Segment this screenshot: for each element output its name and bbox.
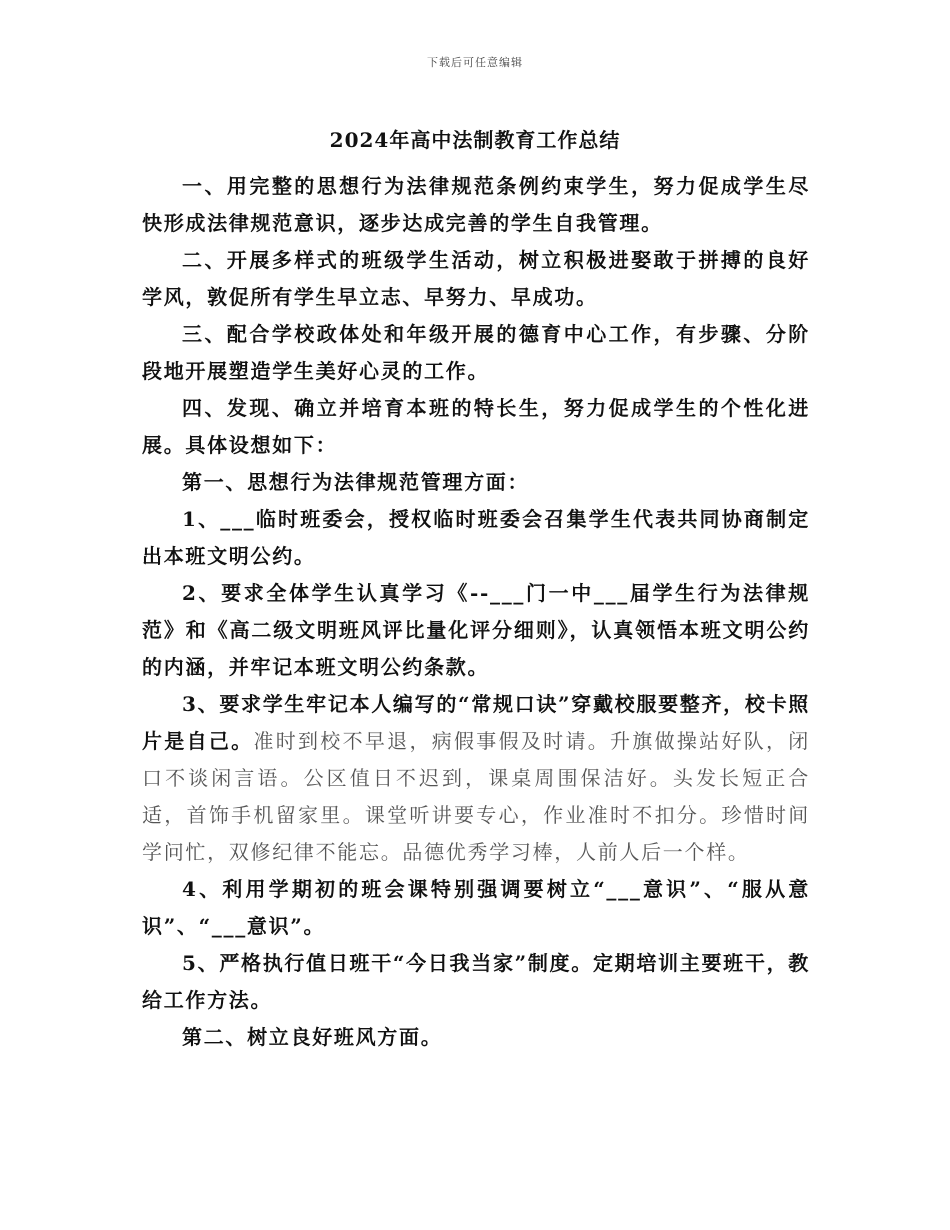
paragraph-2: 二、开展多样式的班级学生活动，树立积极进娶敢于拼搏的良好学风，敦促所有学生早立志、早努力、早成功。 bbox=[142, 248, 810, 309]
paragraph-1: 一、用完整的思想行为法律规范条例约束学生，努力促成学生尽快形成法律规范意识，逐步达成完善的学生自我管理。 bbox=[142, 174, 810, 235]
list-item-4: 4、利用学期初的班会课特别强调要树立“___意识”、“服从意识”、“___意识”。 bbox=[142, 877, 810, 938]
paragraph-4: 四、发现、确立并培育本班的特长生，努力促成学生的个性化进展。具体设想如下： bbox=[142, 396, 810, 457]
list-item-3-lead: 3、要求学生牢记本人编写的“常规口诀”穿戴校服要整齐，校卡照片是自己。 bbox=[142, 692, 810, 753]
list-item-2: 2、要求全体学生认真学习《--___门一中___届学生行为法律规范》和《高二级文明班风评比量化评分细则》，认真领悟本班文明公约的内涵，并牢记本班文明公约条款。 bbox=[142, 581, 810, 679]
list-item-1: 1、___临时班委会，授权临时班委会召集学生代表共同协商制定出本班文明公约。 bbox=[142, 507, 810, 568]
list-item-3 bbox=[142, 686, 810, 871]
header-note: 下载后可任意编辑 bbox=[427, 56, 523, 69]
list-item-5: 5、严格执行值日班干“今日我当家”制度。定期培训主要班干，教给工作方法。 bbox=[142, 951, 810, 1012]
section-heading-1: 第一、思想行为法律规范管理方面： bbox=[182, 470, 530, 494]
section-heading-2: 第二、树立良好班风方面。 bbox=[182, 1025, 443, 1049]
list-item-3-rhyme: 准时到校不早退，病假事假及时请。升旗做操站好队，闭口不谈闲言语。公区值日不迟到，课桌周围保洁好。头发长短正合适，首饰手机留家里。课堂听讲要专心，作业准时不扣分。珍惜时间学问忙，双修纪律不能忘。品德优秀学习棒，人前人后一个样。 bbox=[142, 729, 811, 864]
paragraph-3: 三、配合学校政体处和年级开展的德育中心工作，有步骤、分阶段地开展塑造学生美好心灵的工作。 bbox=[142, 322, 810, 383]
document-title: 2024年高中法制教育工作总结 bbox=[329, 128, 621, 152]
document-body bbox=[142, 168, 810, 1056]
